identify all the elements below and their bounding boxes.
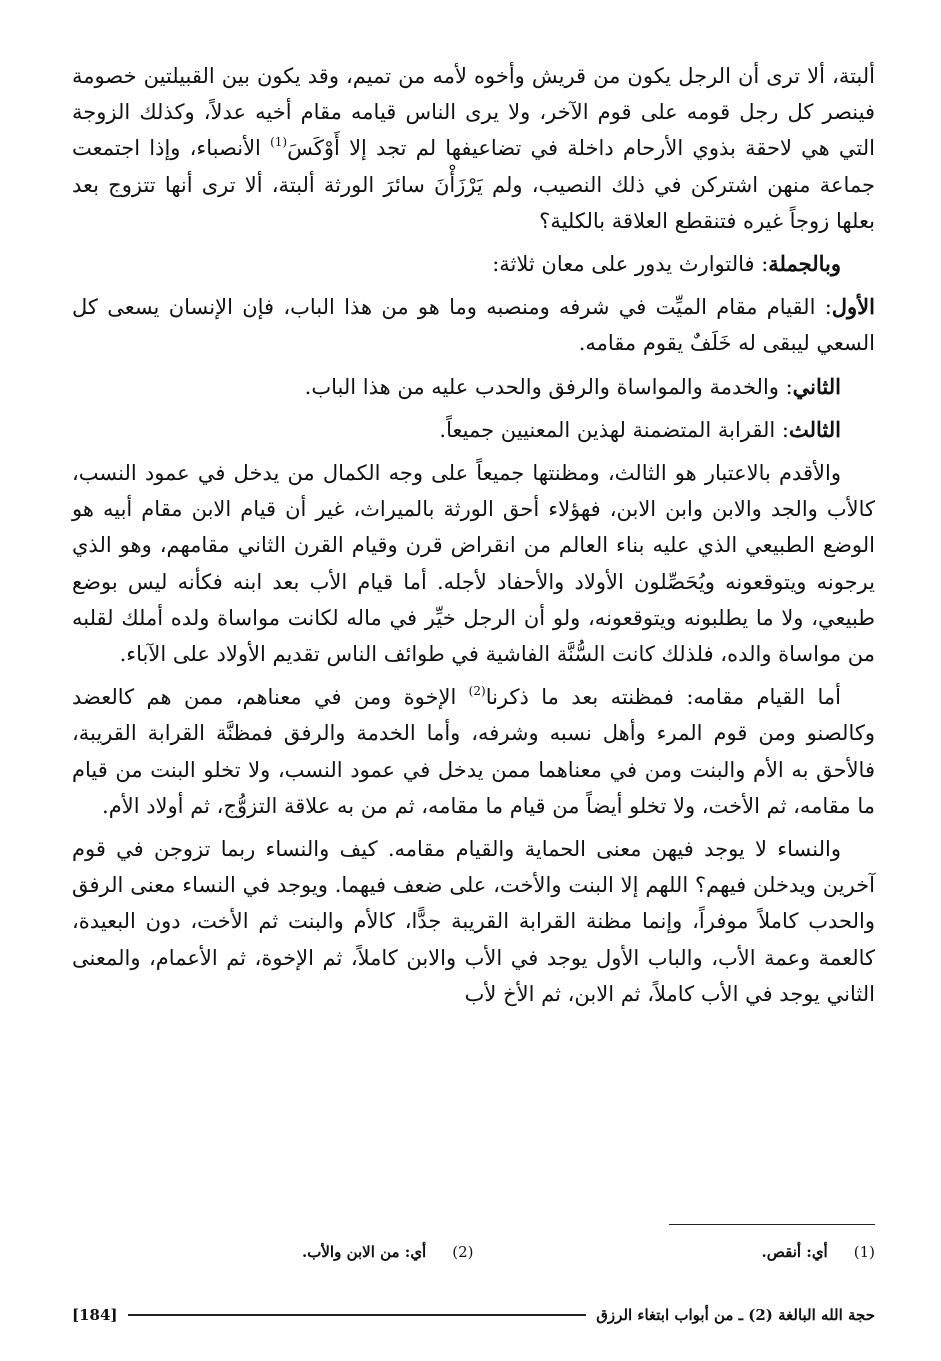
footnote-text: أي: أنقص. bbox=[761, 1243, 828, 1261]
paragraph-text: ألبتة، ألا ترى أن الرجل يكون من قريش وأخوه لأمه من تميم، وقد يكون بين القبيلتين خصومة فينصر كل رجل قومه على قوم الآخر، ولا يرى الناس قيامه مقام أخيه عدلاً، وكذلك الزوجة التي هي لاحقة بذوي الأرحام داخلة في تضاعيفها لم تجد إلا أَوْكَسَ bbox=[72, 64, 875, 161]
footnote bbox=[72, 1240, 474, 1264]
paragraph bbox=[72, 289, 875, 361]
paragraph bbox=[72, 369, 875, 405]
footnote bbox=[474, 1240, 876, 1264]
paragraph bbox=[72, 412, 875, 448]
paragraph bbox=[72, 455, 875, 672]
paragraph bbox=[72, 58, 875, 239]
paragraph-lead: وبالجملة bbox=[768, 251, 841, 277]
paragraph-text: الأنصباء، وإذا اجتمعت جماعة منهن اشتركن في ذلك النصيب، ولم يَرْزَأْنَ سائرَ الورثة ألبتة، ألا ترى أنها تتزوج بعد بعلها زوجاً غيره فتنقطع العلاقة بالكلية؟ bbox=[72, 136, 875, 233]
paragraph-lead: الثالث bbox=[789, 416, 841, 442]
main-text bbox=[72, 58, 875, 1012]
footer-rule bbox=[128, 1314, 587, 1316]
paragraph-text: : فالتوارث يدور على معان ثلاثة: bbox=[492, 252, 769, 277]
paragraph-text: : القرابة المتضمنة لهذين المعنيين جميعاً. bbox=[439, 417, 789, 442]
paragraph-lead: الثاني bbox=[792, 373, 841, 399]
running-footer-title: حجة الله البالغة (2) ـ من أبواب ابتغاء الرزق bbox=[596, 1306, 875, 1324]
paragraph-text: : والخدمة والمواساة والرفق والحدب عليه من هذا الباب. bbox=[304, 374, 793, 399]
page-number: [184] bbox=[72, 1306, 118, 1324]
paragraph bbox=[72, 246, 875, 282]
paragraph-text: الإخوة ومن في معناهم، ممن هم كالعضد وكالصنو ومن قوم المرء وأهل نسبه وشرفه، وأما الخدمة والرفق فمظنَّة القرابة القريبة، فالأحق به الأم والبنت ومن في معناهما ممن يدخل في عمود النسب، ولا تخلو البنت من قيام ما مقامه، ثم الأخت، ولا تخلو أيضاً من قيام ما مقامه، ثم من به علاقة التزوُّج، ثم أولاد الأم. bbox=[72, 685, 875, 818]
paragraph-text: : القيام مقام الميِّت في شرفه ومنصبه وما هو من هذا الباب، فإن الإنسان يسعى كل السعي ليبقى له خَلَفٌ يقوم مقامه. bbox=[72, 295, 875, 356]
paragraph-text: أما القيام مقامه: فمظنته بعد ما ذكرنا bbox=[485, 685, 841, 710]
footnote-text: أي: من الابن والأب. bbox=[302, 1243, 427, 1261]
footnotes bbox=[72, 1240, 875, 1264]
page-footer bbox=[72, 1306, 875, 1324]
paragraph bbox=[72, 831, 875, 1012]
footnote-number: (2) bbox=[452, 1243, 474, 1261]
footnote-ref: (1) bbox=[270, 135, 288, 150]
footnote-number: (1) bbox=[853, 1243, 875, 1261]
footnote-ref: (2) bbox=[468, 684, 486, 699]
footnote-separator bbox=[669, 1224, 875, 1225]
paragraph-text: والأقدم بالاعتبار هو الثالث، ومظنتها جميعاً على وجه الكمال من يدخل في عمود النسب، كالأب والجد والابن وابن الابن، فهؤلاء أحق الورثة بالميراث، غير أن قيام الابن مقام أبيه هو الوضع الطبيعي الذي عليه بناء العالم من انقراض قرن وقيام القرن الثاني مقامهم، وهو الذي يرجونه ويتوقعونه ويُحَصِّلون الأولاد والأحفاد لأجله. أما قيام الأب بعد ابنه فكأنه ليس بوضع طبيعي، ولا ما يطلبونه ويتوقعونه، ولو أن الرجل خيِّر في ماله لكانت مواساة ولده أملك لقلبه من مواساة والده، فلذلك كانت السُّنَّة الفاشية في طوائف الناس تقديم الأولاد على الآباء. bbox=[72, 461, 875, 667]
paragraph-lead: الأول bbox=[831, 294, 875, 320]
paragraph-text: والنساء لا يوجد فيهن معنى الحماية والقيام مقامه. كيف والنساء ربما تزوجن في قوم آخرين ويدخلن فيهم؟ اللهم إلا البنت والأخت، على ضعف فيهما. ويوجد في النساء معنى الرفق والحدب كاملاً موفراً، وإنما مظنة القرابة القريبة جدًّا، كالأم والبنت ثم الأخت، دون البعيدة، كالعمة وعمة الأب، والباب الأول يوجد في الأب والابن كاملاً، ثم الإخوة، ثم الأعمام، والمعنى الثاني يوجد في الأب كاملاً، ثم الابن، ثم الأخ لأب bbox=[72, 837, 875, 1006]
paragraph bbox=[72, 679, 875, 824]
